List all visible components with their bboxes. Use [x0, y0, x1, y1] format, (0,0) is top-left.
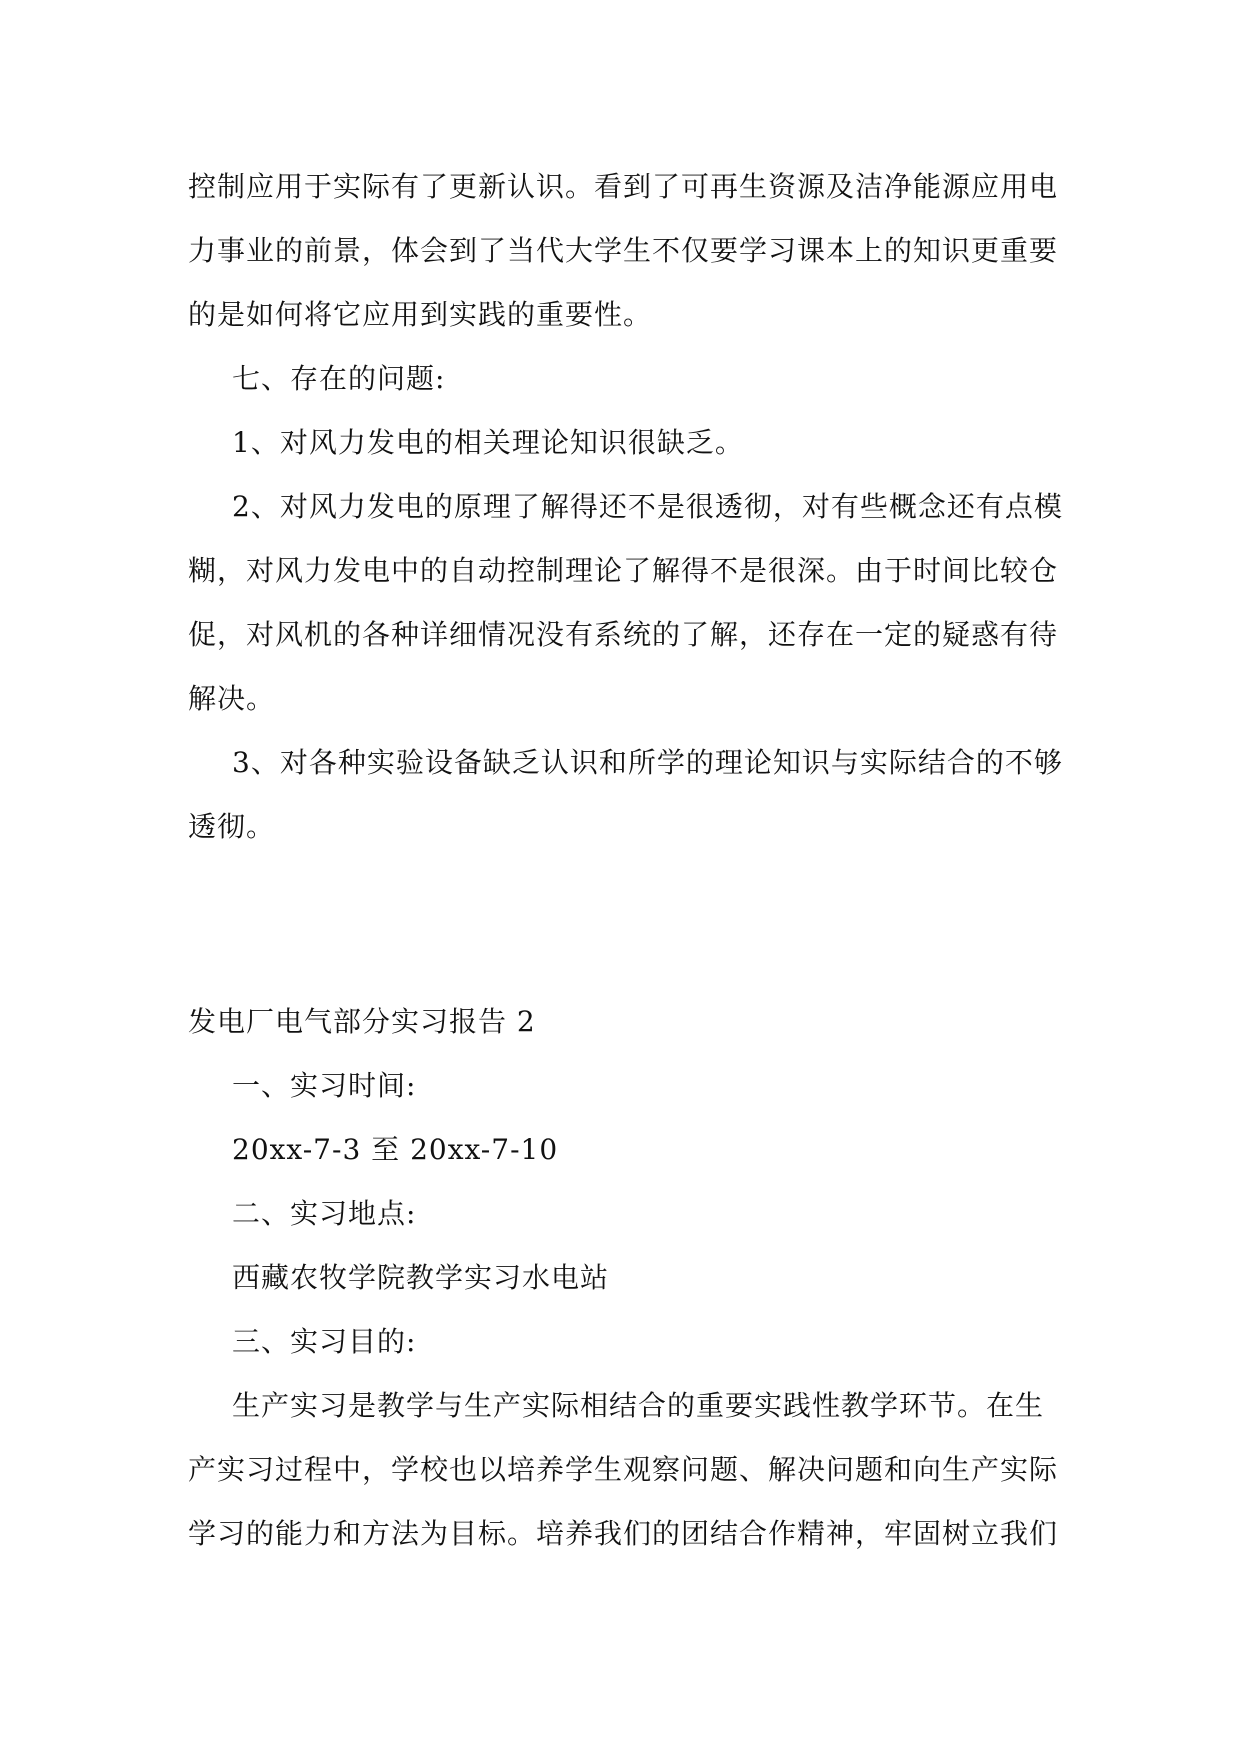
- paragraph-conclusion: [188, 155, 1068, 347]
- text-line: 3、对各种实验设备缺乏认识和所学的理论知识与实际结合的不够: [232, 746, 1063, 779]
- text-line: 学习的能力和方法为目标。培养我们的团结合作精神，牢固树立我们: [188, 1517, 1059, 1550]
- text-line: 解决。: [188, 682, 276, 715]
- text-line: 力事业的前景，体会到了当代大学生不仅要学习课本上的知识更重要: [188, 234, 1059, 267]
- text-line: 透彻。: [188, 810, 276, 843]
- section-problems: [188, 155, 1068, 859]
- heading-problems: 七、存在的问题:: [232, 362, 446, 395]
- heading-place: 二、实习地点:: [232, 1197, 417, 1230]
- problem-item-2: [188, 475, 1068, 731]
- text-line: 糊，对风力发电中的自动控制理论了解得不是很深。由于时间比较仓: [188, 554, 1059, 587]
- text-line: 的是如何将它应用到实践的重要性。: [188, 298, 653, 331]
- text-line: 2、对风力发电的原理了解得还不是很透彻，对有些概念还有点模: [232, 490, 1063, 523]
- text-line: 促，对风机的各种详细情况没有系统的了解，还存在一定的疑惑有待: [188, 618, 1059, 651]
- place-value: 西藏农牧学院教学实习水电站: [232, 1261, 610, 1294]
- time-value: 20xx-7-3 至 20xx-7-10: [232, 1133, 559, 1166]
- problem-item-1: 1、对风力发电的相关理论知识很缺乏。: [232, 426, 744, 459]
- heading-time: 一、实习时间:: [232, 1069, 417, 1102]
- section-report-2: [188, 990, 1068, 1566]
- heading-purpose: 三、实习目的:: [232, 1325, 417, 1358]
- text-line: 控制应用于实际有了更新认识。看到了可再生资源及洁净能源应用电: [188, 170, 1059, 203]
- problem-item-3: [188, 731, 1068, 859]
- paragraph-purpose: [188, 1374, 1068, 1566]
- text-line: 生产实习是教学与生产实际相结合的重要实践性教学环节。在生: [232, 1389, 1045, 1422]
- text-line: 产实习过程中，学校也以培养学生观察问题、解决问题和向生产实际: [188, 1453, 1059, 1486]
- report-title: 发电厂电气部分实习报告 2: [188, 1005, 536, 1038]
